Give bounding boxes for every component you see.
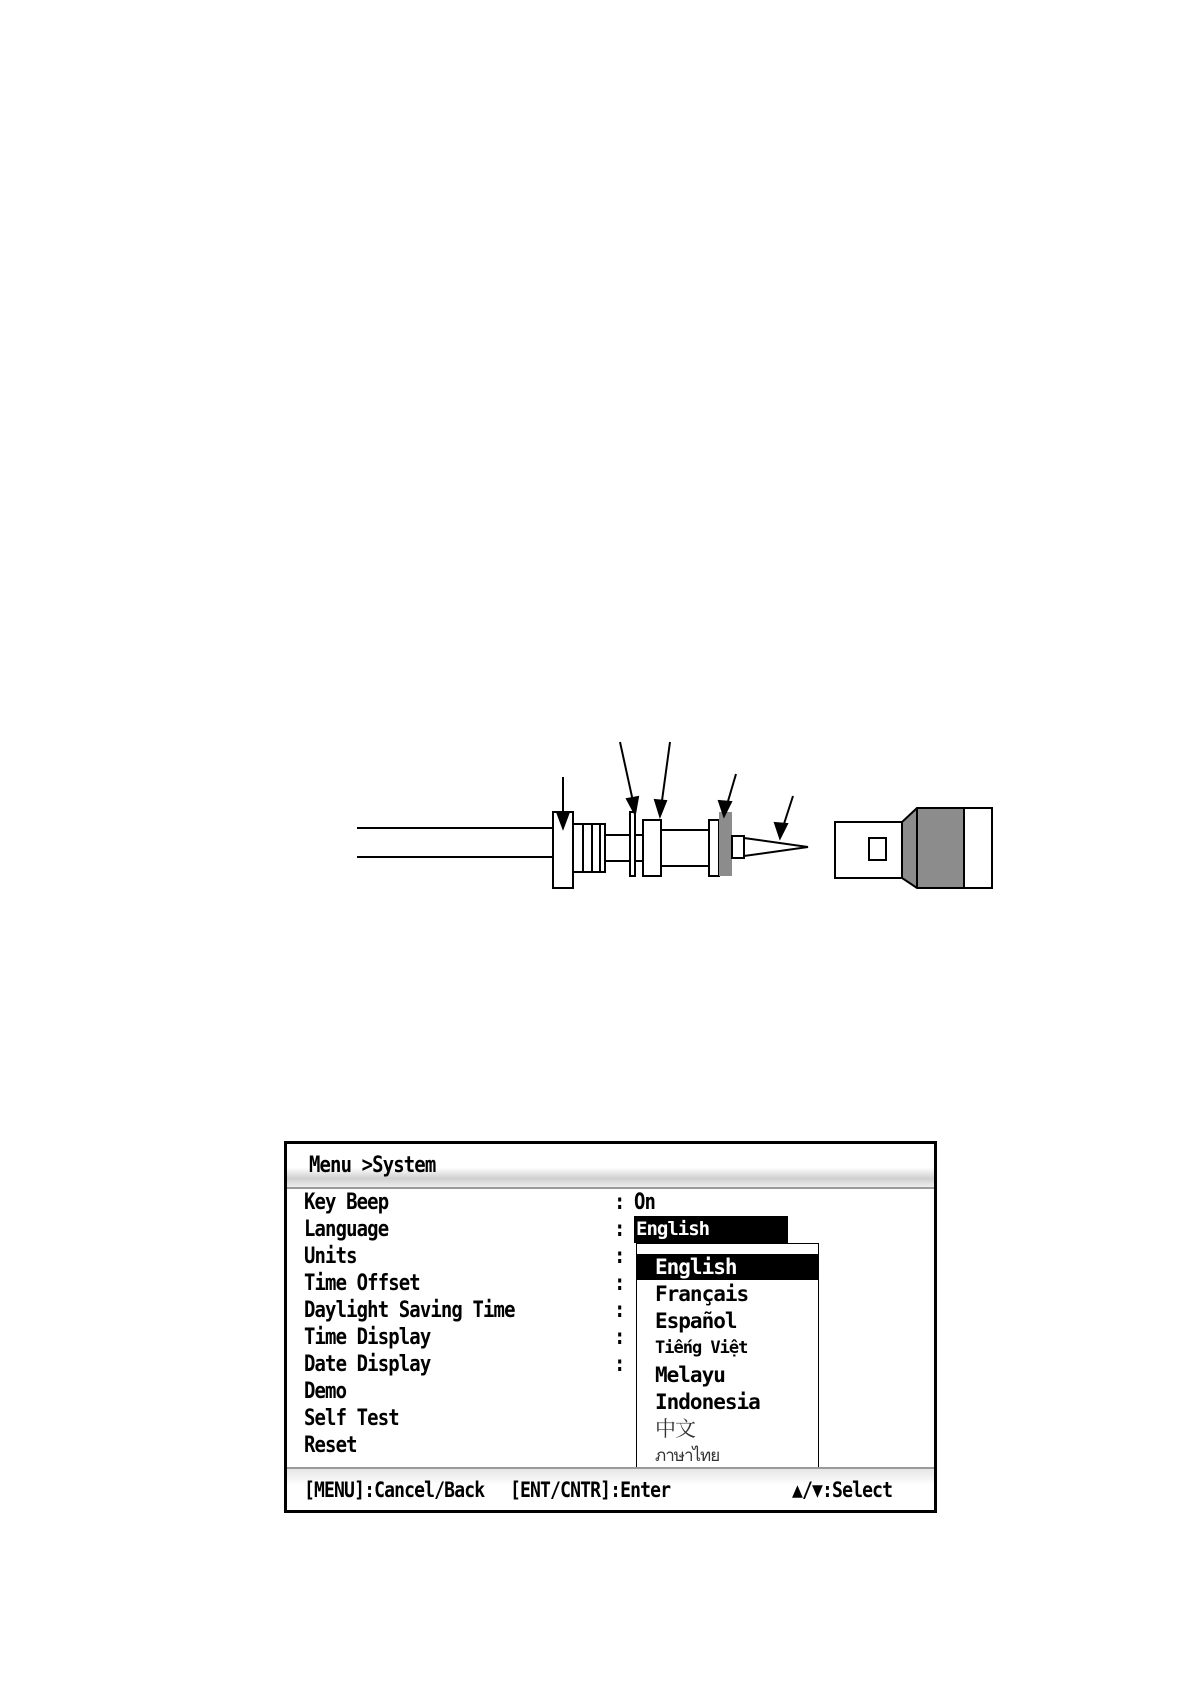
washer [630, 812, 635, 876]
language-option-chinese[interactable]: 中文 [655, 1417, 695, 1441]
gasket [635, 820, 719, 876]
colon-separator: : [614, 1190, 625, 1215]
menu-item-key-beep[interactable]: Key Beep [304, 1190, 389, 1215]
language-option-english[interactable]: English [637, 1254, 818, 1280]
language-dropdown[interactable] [636, 1243, 819, 1479]
menu-item-demo[interactable]: Demo [304, 1379, 347, 1404]
menu-item-time-display[interactable]: Time Display [304, 1325, 431, 1350]
language-option-tieng-viet[interactable]: Tiếng Việt [655, 1338, 748, 1358]
footer-select-hint: ▲/▼:Select [792, 1478, 893, 1502]
menu-item-daylight-saving-time[interactable]: Daylight Saving Time [304, 1298, 515, 1323]
colon-separator: : [614, 1352, 625, 1377]
footer-enter-hint: [ENT/CNTR]:Enter [510, 1478, 671, 1502]
language-value[interactable]: English [634, 1216, 788, 1243]
language-option-espanol[interactable]: Español [655, 1309, 737, 1333]
colon-separator: : [614, 1325, 625, 1350]
menu-item-reset[interactable]: Reset [304, 1433, 357, 1458]
language-option-thai[interactable]: ภาษาไทย [655, 1446, 720, 1466]
breadcrumb: Menu >System [309, 1153, 436, 1178]
language-option-francais[interactable]: Français [655, 1282, 749, 1306]
language-option-indonesia[interactable]: Indonesia [655, 1390, 760, 1414]
system-menu-screen [284, 1141, 937, 1513]
menu-header [287, 1144, 934, 1189]
menu-item-language[interactable]: Language [304, 1217, 389, 1242]
colon-separator: : [614, 1298, 625, 1323]
language-option-melayu[interactable]: Melayu [655, 1363, 725, 1387]
colon-separator: : [614, 1217, 625, 1242]
footer-cancel-hint: [MENU]:Cancel/Back [304, 1478, 485, 1502]
menu-item-time-offset[interactable]: Time Offset [304, 1271, 420, 1296]
colon-separator: : [614, 1271, 625, 1296]
center-pin [732, 836, 808, 858]
menu-item-units[interactable]: Units [304, 1244, 357, 1269]
menu-item-date-display[interactable]: Date Display [304, 1352, 431, 1377]
shield-clamp [719, 812, 732, 876]
connector-body [835, 808, 992, 888]
key-beep-value[interactable]: On [634, 1190, 656, 1215]
menu-footer [287, 1467, 934, 1510]
coax-cable [357, 828, 553, 857]
colon-separator: : [614, 1244, 625, 1269]
menu-item-self-test[interactable]: Self Test [304, 1406, 399, 1431]
